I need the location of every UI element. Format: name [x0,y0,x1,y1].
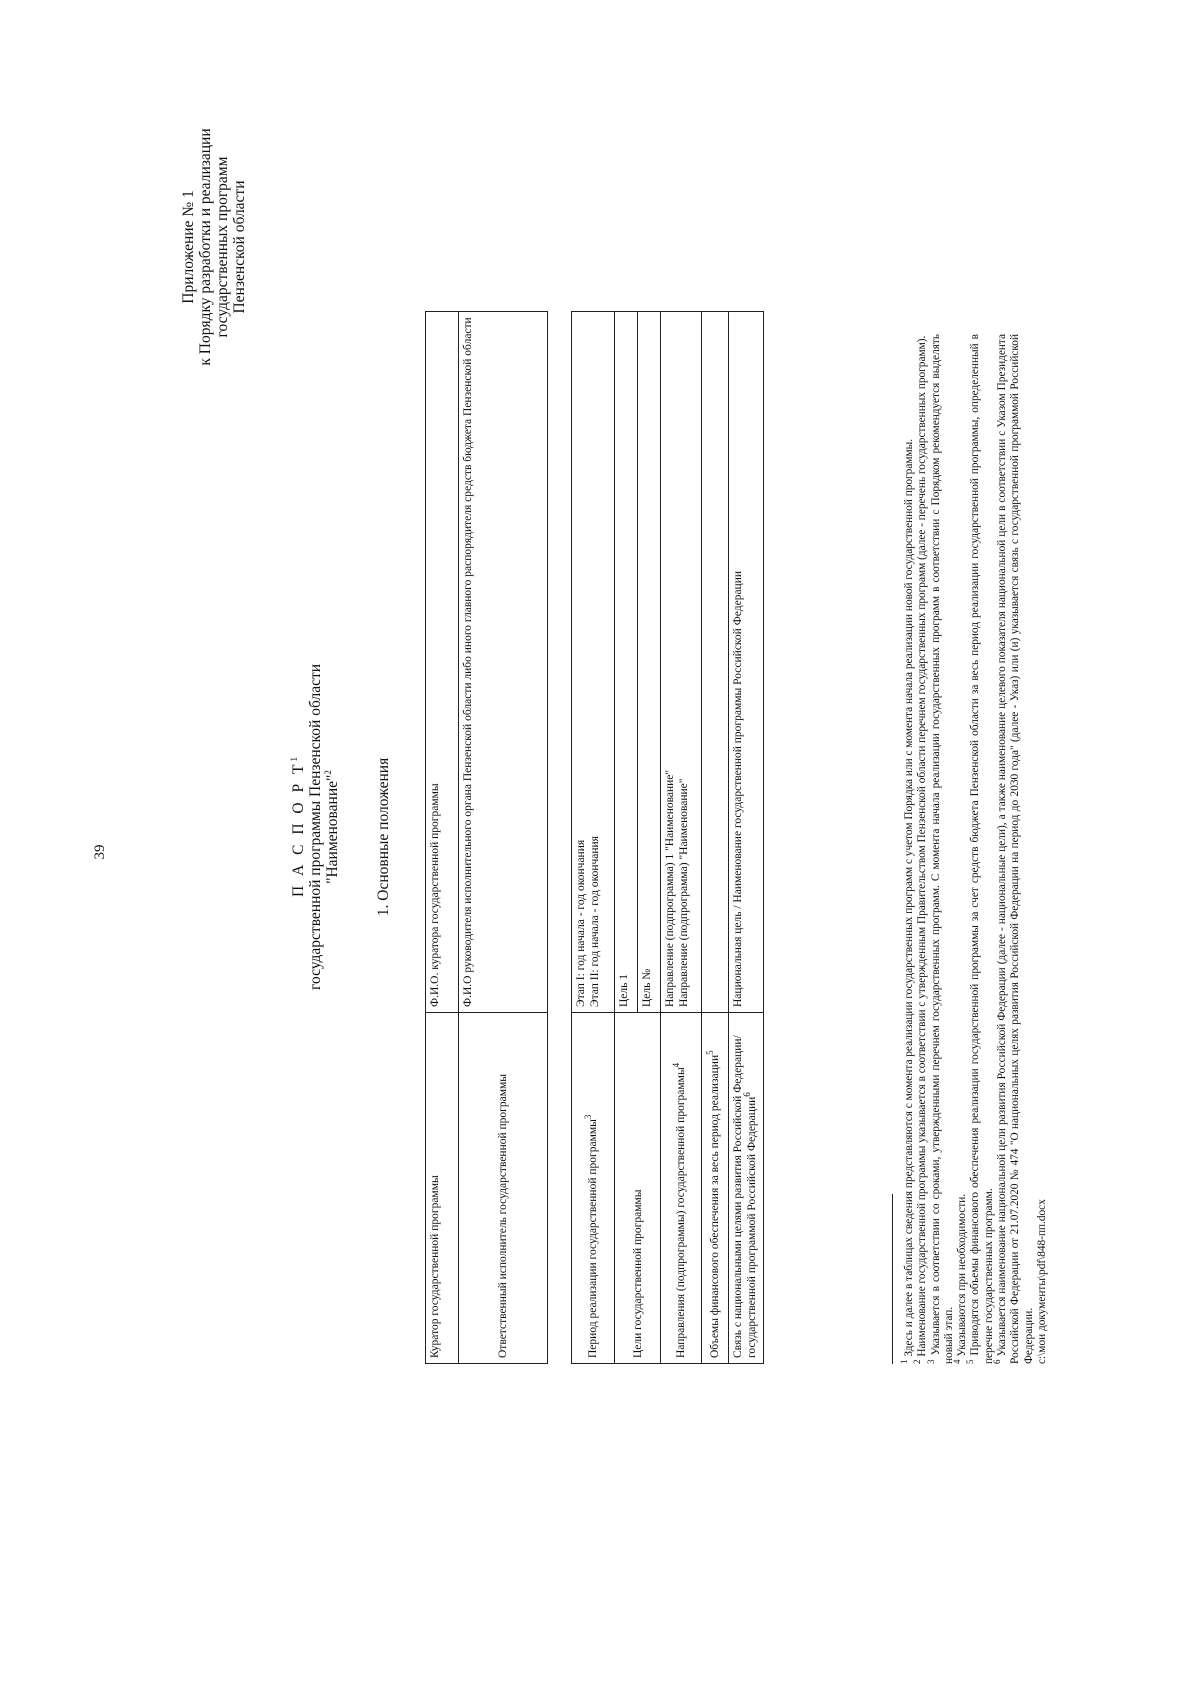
table-cell-value: Национальная цель / Наименование государственной программы Российской Федерации [729,312,764,1013]
table-row [729,312,764,1364]
link-label: Связь с национальными целями развития Российской Федерации/ государственной программой Российской Федерации [732,1035,758,1358]
footnote-ref-4: 4 [671,1062,682,1068]
period-stage-2: Этап II: год начала - год окончания [589,836,601,1007]
direction-n: Направление (подпрограмма) "Наименование" [678,778,690,1007]
title-line-3 [324,517,341,1137]
title-footnote-ref-1: 1 [288,757,299,762]
finance-label: Объемы финансового обеспечения за весь период реализации [709,1054,721,1358]
footnote: $^2$ Наименование государственной программы указывается в соответствии с утвержденным Правительством Пензенской области перечнем государственных программ (далее - перечень государственных программ). [912,335,929,1364]
footnote-separator [892,1194,893,1364]
table-cell-value [661,312,702,1013]
table-row [459,312,548,1364]
passport-table-1 [425,311,548,1364]
table-row [661,312,702,1364]
table-row [702,312,729,1364]
table-cell-label [729,1013,764,1364]
title-passport: П А С П О Р Т [290,761,307,897]
table-cell-label: Ответственный исполнитель государственной программы [459,1013,548,1364]
table-cell-label [661,1013,702,1364]
table-cell-value: Ф.И.О руководителя исполнительного органа Пензенской области либо иного главного распорядителя средств бюджета Пензенской области [459,312,548,1013]
page-number: 39 [92,844,108,860]
table-row [615,312,638,1364]
table-cell-label: Цели государственной программы [615,1013,661,1364]
table-cell-label [572,1013,615,1364]
footnote: $^6$ Указывается наименование национальной цели развития Российской Федерации (далее - национальные цели), а также наименование целевого показателя национальной цели в соответствии с Указом Президента Российской Федерации от 21.07.2020 № 474 "О национальных целях развития Российской Федерации на период до 2030 года" (далее - Указ) или (и) указывается связь с государственной программой Российской Федерации. [992,333,1035,1364]
appendix-line-2: к Порядку разработки и реализации [197,128,214,366]
footnote-ref-6: 6 [742,1092,753,1097]
table-cell-value: Цель № [638,312,661,1013]
appendix-line-3: государственных программ [214,156,231,338]
period-label: Период реализации государственной программы [587,1119,599,1358]
title-line-1 [290,517,307,1137]
table-cell-label: Куратор государственной программы [426,1013,459,1364]
appendix-line-4: Пензенской области [231,180,248,314]
title-program-name: "Наименование" [324,774,341,884]
passport-table-2 [571,311,764,1364]
period-stage-1: Этап I: год начала - год окончания [575,839,587,1007]
table-cell-value [572,312,615,1013]
footnote: $^1$ Здесь и далее в таблицах сведения представляются с момента реализации государственных программ с учетом Порядка или с момента начала реализации новой государственной программы. [899,438,915,1364]
table-cell-label [702,1013,729,1364]
footnote-ref-5: 5 [705,1050,716,1055]
appendix-line-1: Приложение № 1 [180,190,197,304]
footnotes [899,333,1049,1364]
footnote: $^5$ Приводятся объемы финансового обеспечения реализации государственной программы за счет средств бюджета Пензенской области за весь период реализации государственной программы, определенный в перечне государственных программ. [965,333,995,1364]
table-row [572,312,615,1364]
footnote: $^3$ Указывается в соответствии со сроками, утвержденными перечнем государственных программ. С момента начала реализации государственных программ в соответствии с Порядком рекомендуется выделять новый этап. [925,334,955,1364]
footnote-ref-3: 3 [583,1114,594,1120]
appendix-header [180,87,248,407]
direction-1: Направление (подпрограмма) 1 "Наименование" [664,769,676,1007]
directions-label: Направления (подпрограммы) государственной программы [675,1067,687,1358]
title-footnote-ref-2: 2 [322,770,333,775]
table-row [426,312,459,1364]
table-cell-value: Цель 1 [615,312,638,1013]
footnote: $^4$ Указываются при необходимости. [952,1193,969,1364]
section-heading: 1. Основные положения [375,757,392,917]
table-cell-value [702,312,729,1013]
table-cell-value: Ф.И.О. куратора государственной программы [426,312,459,1013]
document-title [290,517,341,1137]
file-path: c:\мои документы\pdf\848-пп.docx [1035,1199,1048,1364]
title-line-2: государственной программы Пензенской области [307,663,324,991]
